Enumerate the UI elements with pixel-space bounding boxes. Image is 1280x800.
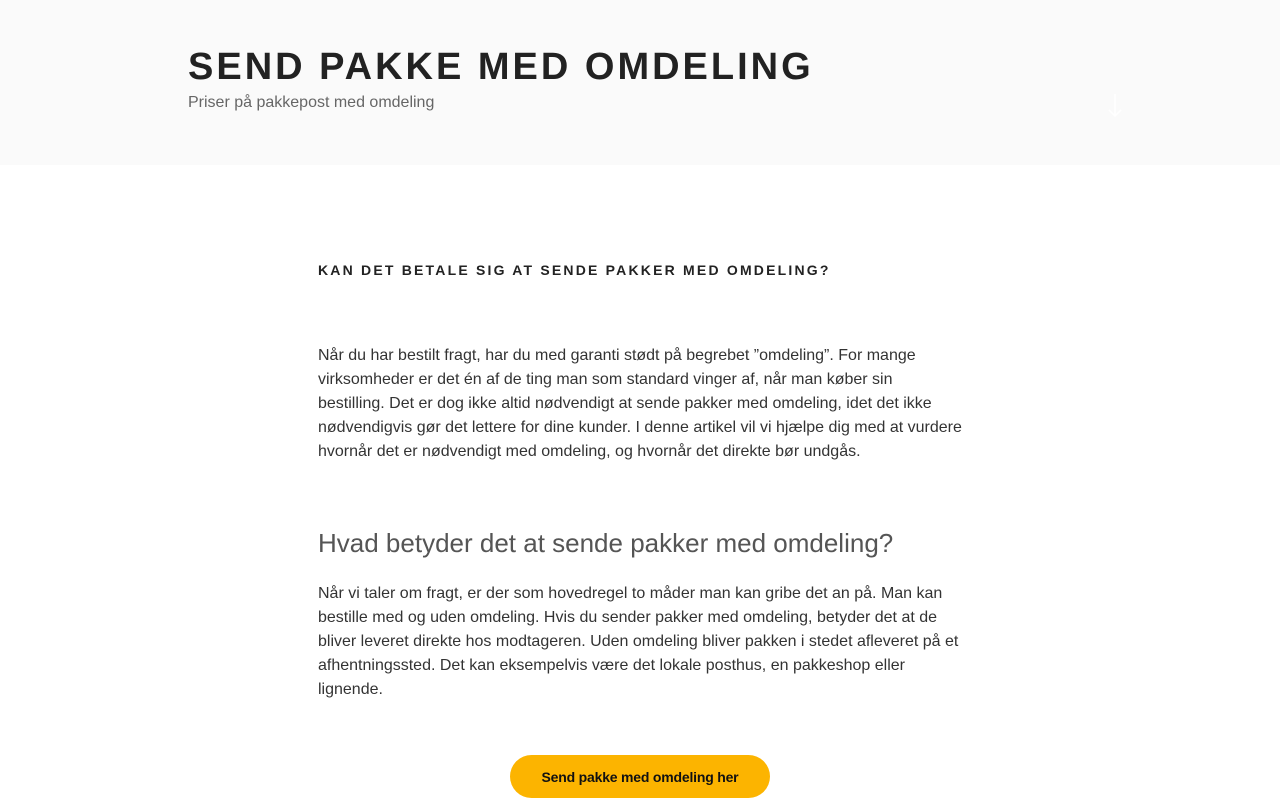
- arrow-down-icon: [1104, 92, 1126, 120]
- article-body: Når vi taler om fragt, er der som hovedregel to måder man kan gribe det an på. Man kan bestille med og uden omdeling. Hvis du sender pakker med omdeling, betyder det at de bliver leveret direkte hos modtageren. Uden omdeling bliver pakken i stedet afleveret på et afhentningssted. Det kan eksempelvis være det lokale posthus, en pakkeshop eller lignende.: [318, 585, 959, 698]
- article-subheading: Hvad betyder det at sende pakker med omdeling?: [318, 528, 894, 558]
- article-title: KAN DET BETALE SIG AT SENDE PAKKER MED OMDELING?: [318, 262, 831, 278]
- site-title-link[interactable]: SEND PAKKE MED OMDELING: [188, 46, 814, 88]
- site-header: [0, 0, 1280, 165]
- send-package-cta-button[interactable]: Send pakke med omdeling her: [510, 755, 770, 798]
- site-tagline: Priser på pakkepost med omdeling: [188, 94, 435, 111]
- scroll-down-button[interactable]: [1104, 92, 1126, 120]
- article-intro: Når du har bestilt fragt, har du med garanti stødt på begrebet ”omdeling”. For mange virksomheder er det én af de ting man som standard vinger af, når man køber sin bestilling. Det er dog ikke altid nødvendigt at sende pakker med omdeling, idet det ikke nødvendigvis gør det lettere for dine kunder. I denne artikel vil vi hjælpe dig med at vurdere hvornår det er nødvendigt med omdeling, og hvornår det direkte bør undgås.: [318, 347, 962, 460]
